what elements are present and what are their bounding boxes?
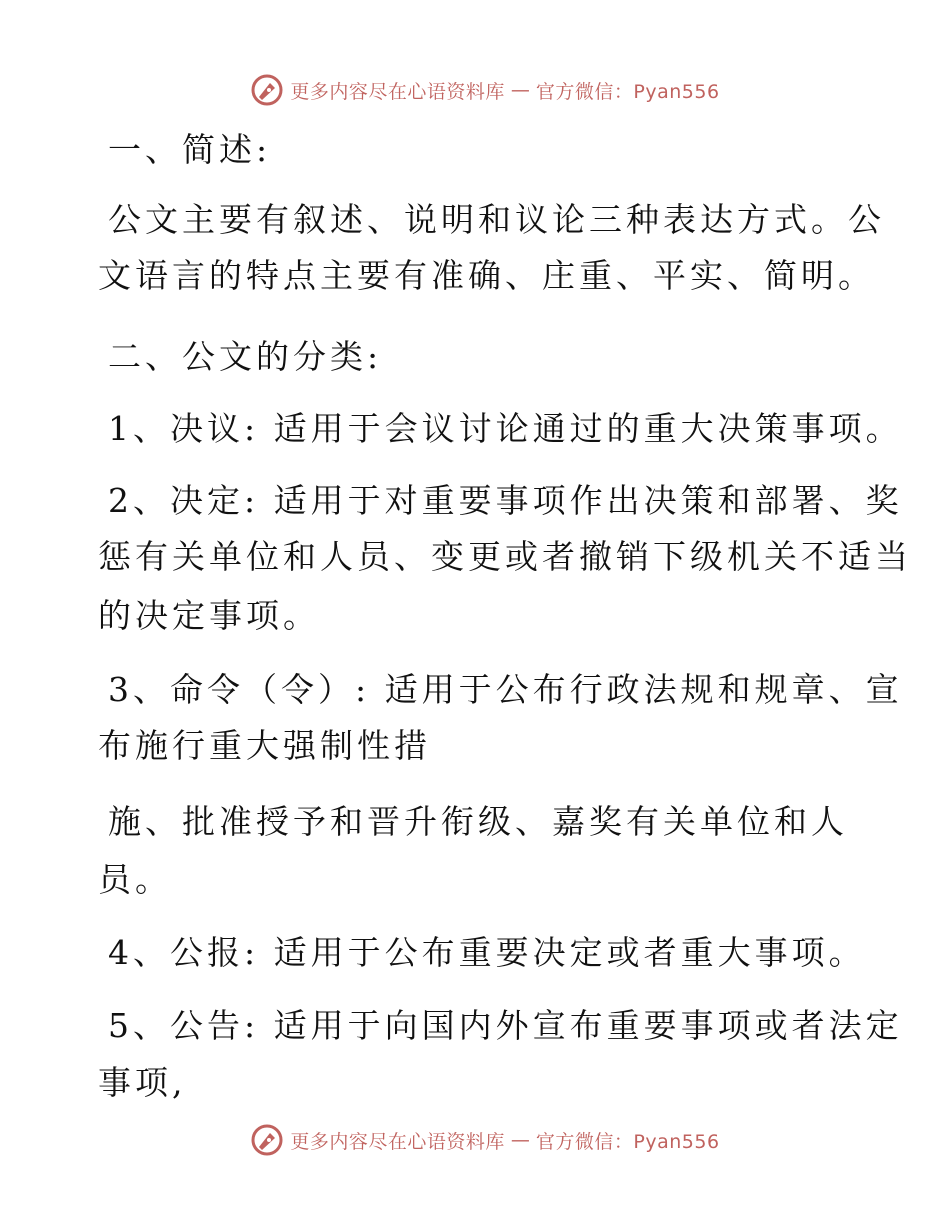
pen-nib-logo-icon [250,1123,284,1157]
list-item: 4、公报: 适用于公布重要决定或者重大事项。 [108,933,866,972]
list-item: 2、决定: 适用于对重要事项作出决策和部署、奖 [108,481,903,520]
banner-title: 更多内容尽在心语资料库 [290,80,505,103]
paragraph-line: 事项, [98,1063,187,1102]
banner-dash: — [510,79,530,101]
list-item: 1、决议: 适用于会议讨论通过的重大决策事项。 [108,409,903,448]
paragraph-line: 文语言的特点主要有准确、庄重、平实、简明。 [98,256,875,295]
heading-classification: 二、公文的分类: [108,337,383,376]
banner-title: 更多内容尽在心语资料库 [290,1130,505,1153]
list-item: 3、命令（令）: 适用于公布行政法规和规章、宣 [108,670,903,709]
banner-wechat: 官方微信：Pyan556 [535,1130,720,1153]
paragraph-line: 员。 [98,860,172,899]
list-item: 5、公告: 适用于向国内外宣布重要事项或者法定 [108,1006,903,1045]
paragraph-line: 布施行重大强制性措 [98,726,431,765]
paragraph-line: 惩有关单位和人员、变更或者撤销下级机关不适当 [98,537,912,576]
paragraph-line: 的决定事项。 [98,596,320,635]
heading-overview: 一、简述: [108,130,272,169]
footer-banner [0,1120,950,1160]
banner-wechat: 官方微信：Pyan556 [535,80,720,103]
paragraph-line: 公文主要有叙述、说明和议论三种表达方式。公 [108,200,885,239]
pen-nib-logo-icon [250,73,284,107]
header-banner [0,70,950,110]
paragraph-line: 施、批准授予和晋升衔级、嘉奖有关单位和人 [108,802,848,841]
banner-dash: — [510,1129,530,1151]
